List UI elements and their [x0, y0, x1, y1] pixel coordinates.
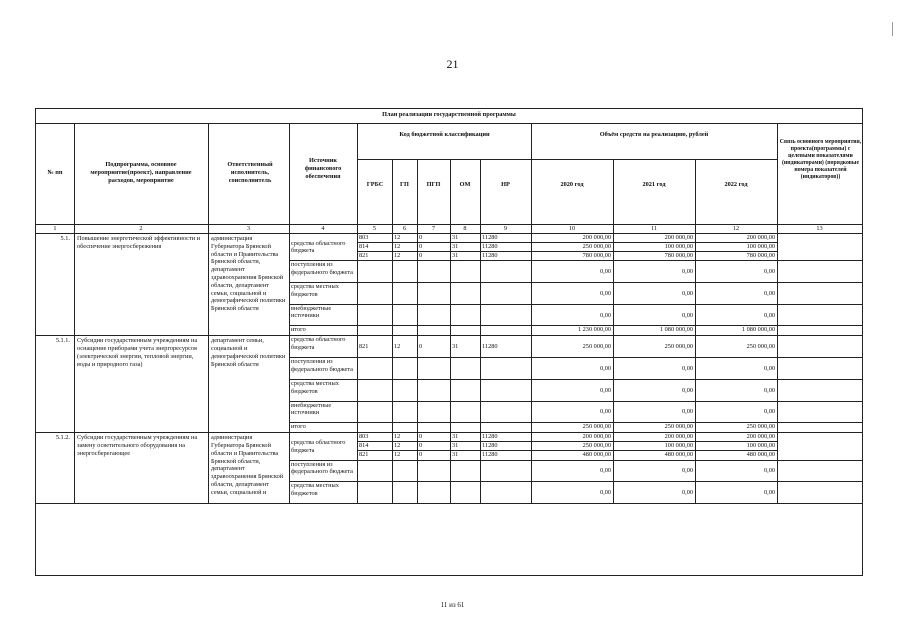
body-column-line: [417, 233, 418, 503]
header-2021: 2021 год: [642, 181, 666, 188]
header-column-line: [480, 159, 481, 224]
value-cell: 0: [419, 442, 423, 450]
body-column-line: [695, 233, 696, 503]
value-cell: [482, 387, 530, 395]
value-cell: [359, 365, 391, 373]
value-cell: 821: [359, 252, 369, 260]
value-cell: [394, 268, 416, 276]
header-volume-group: Объём средств на реализацию, рублей: [599, 131, 709, 138]
source-label: средства местных бюджетов: [291, 379, 339, 395]
column-number: 1: [53, 225, 57, 232]
value-cell: [394, 290, 416, 298]
value-cell: [359, 387, 391, 395]
section-name: Субсидии государственным учреждениям на замену осветительного оборудования на энергосберегающее: [77, 434, 198, 457]
value-cell: 31: [452, 451, 459, 459]
value-cell: 0,00: [599, 489, 611, 497]
section-responsible: администрация Губернатора Брянской области и Правительства Брянской области, департамент здравоохранения Брянской области, департамент семьи, социальной и: [211, 434, 284, 496]
value-cell: [419, 290, 449, 298]
value-cell: 12: [394, 433, 401, 441]
value-cell: [452, 312, 479, 320]
value-cell: [419, 268, 449, 276]
value-cell: 100 000,00: [746, 442, 775, 450]
value-cell: [419, 467, 449, 475]
section-number: 5.1.2.: [55, 434, 70, 442]
value-cell: [359, 290, 391, 298]
value-cell: 814: [359, 442, 369, 450]
column-number: 11: [650, 225, 658, 232]
column-number: 5: [372, 225, 377, 232]
column-number: 3: [246, 225, 251, 232]
value-cell: 0,00: [599, 467, 611, 475]
value-cell: 11280: [482, 442, 498, 450]
page-number: 21: [446, 57, 459, 71]
value-cell: 0,00: [763, 289, 775, 297]
value-cell: 31: [452, 343, 459, 351]
value-cell: 0,00: [763, 268, 775, 276]
source-label: внебюджетные источники: [291, 304, 332, 320]
value-cell: 100 000,00: [664, 442, 693, 450]
value-cell: [359, 423, 391, 431]
value-cell: 0: [419, 234, 423, 241]
value-cell: 0,00: [599, 364, 611, 372]
body-column-line: [777, 233, 778, 503]
body-column-line: [531, 233, 532, 503]
header-column-line: [289, 123, 290, 224]
value-cell: 250 000,00: [664, 343, 693, 351]
row-line: [357, 450, 777, 451]
header-num: № пп: [47, 169, 63, 176]
value-cell: 12: [394, 252, 401, 260]
value-cell: 12: [394, 442, 401, 450]
value-cell: 31: [452, 252, 459, 260]
body-column-line: [357, 233, 358, 503]
value-cell: 100 000,00: [746, 243, 775, 251]
header-column-line: [777, 123, 778, 224]
value-cell: 250 000,00: [582, 423, 611, 431]
value-cell: [394, 467, 416, 475]
value-cell: [394, 489, 416, 497]
value-cell: [452, 268, 479, 276]
value-cell: 780 000,00: [746, 252, 775, 260]
value-cell: 200 000,00: [664, 433, 693, 441]
body-column-line: [392, 233, 393, 503]
header-column-line: [357, 123, 358, 224]
value-cell: 0,00: [681, 311, 693, 319]
value-cell: 803: [359, 433, 369, 441]
value-cell: 0: [419, 243, 423, 251]
value-cell: 11280: [482, 252, 498, 260]
value-cell: 480 000,00: [664, 451, 693, 459]
value-cell: [419, 326, 449, 334]
value-cell: [482, 489, 530, 497]
value-cell: 0,00: [681, 386, 693, 394]
value-cell: 11280: [482, 243, 498, 251]
value-cell: [452, 365, 479, 373]
value-cell: 31: [452, 234, 459, 241]
source-label: поступления из федерального бюджета: [291, 460, 353, 476]
header-column-line: [613, 159, 614, 224]
value-cell: [394, 312, 416, 320]
value-cell: [482, 290, 530, 298]
value-cell: 31: [452, 243, 459, 251]
header-indicator-link: Связь основного мероприятия, проекта(программы) с целевыми показателями (индикаторами) (порядковые номера показателей (индикаторов)): [779, 139, 862, 180]
header-responsible: Ответственный исполнитель, соисполнитель: [227, 161, 273, 184]
value-cell: 0: [419, 451, 423, 459]
value-cell: [359, 326, 391, 334]
header-nr: НР: [501, 181, 510, 188]
section-name: Повышение энергетической эффективности и обеспечение энергосбережения: [77, 235, 201, 250]
title-bottom-line: [36, 123, 862, 124]
column-number: 13: [816, 225, 823, 232]
value-cell: [419, 365, 449, 373]
value-cell: 31: [452, 433, 459, 441]
value-cell: [419, 387, 449, 395]
value-cell: 200 000,00: [746, 234, 775, 241]
value-cell: 814: [359, 243, 369, 251]
header-grbs: ГРБС: [366, 181, 384, 188]
section-name: Субсидии государственным учреждениям на оснащение приборами учета энергоресурсов (электрической энергии, тепловой энергии, воды и природного газа): [77, 337, 198, 368]
source-label: средства областного бюджета: [291, 239, 346, 255]
value-cell: 12: [394, 343, 401, 351]
value-cell: 11280: [482, 451, 498, 459]
column-number: 7: [431, 225, 436, 232]
value-cell: [452, 387, 479, 395]
value-cell: [419, 423, 449, 431]
value-cell: 480 000,00: [746, 451, 775, 459]
section-number: 5.1.: [60, 235, 70, 242]
source-label: поступления из федерального бюджета: [291, 358, 353, 373]
value-cell: 250 000,00: [582, 243, 611, 251]
row-line: [357, 251, 777, 252]
value-cell: 11280: [482, 433, 498, 441]
value-cell: 11280: [482, 343, 498, 351]
value-cell: [359, 467, 391, 475]
value-cell: 0,00: [763, 408, 775, 416]
value-cell: [359, 489, 391, 497]
row-line: [357, 242, 777, 243]
column-number: 2: [139, 225, 143, 232]
value-cell: [419, 408, 449, 416]
value-cell: [452, 408, 479, 416]
value-cell: 0,00: [599, 268, 611, 276]
header-gp: ГП: [400, 181, 409, 188]
value-cell: [452, 326, 479, 334]
value-cell: 0,00: [681, 467, 693, 475]
value-cell: [394, 408, 416, 416]
header-column-line: [208, 123, 209, 224]
body-column-line: [450, 233, 451, 503]
column-number: 8: [463, 225, 467, 232]
value-cell: 12: [394, 243, 401, 251]
value-cell: 0,00: [599, 386, 611, 394]
value-cell: [359, 268, 391, 276]
value-cell: 12: [394, 234, 401, 241]
value-cell: [482, 408, 530, 416]
source-label: поступления из федерального бюджета: [291, 261, 353, 277]
header-2020: 2020 год: [560, 181, 584, 188]
value-cell: 100 000,00: [664, 243, 693, 251]
row-line: [357, 441, 777, 442]
body-column-line: [613, 233, 614, 503]
header-om: ОМ: [459, 181, 471, 188]
value-cell: [482, 326, 530, 334]
value-cell: 31: [452, 442, 459, 450]
value-cell: 0: [419, 252, 423, 260]
value-cell: 0,00: [681, 408, 693, 416]
column-number: 4: [321, 225, 325, 232]
column-number: 6: [402, 225, 407, 232]
value-cell: [359, 408, 391, 416]
value-cell: [482, 467, 530, 475]
value-cell: 200 000,00: [582, 433, 611, 441]
value-cell: 250 000,00: [746, 343, 775, 351]
value-cell: 0,00: [763, 467, 775, 475]
header-2022: 2022 год: [724, 181, 748, 188]
value-cell: 0,00: [763, 364, 775, 372]
value-cell: [394, 365, 416, 373]
value-cell: [394, 423, 416, 431]
value-cell: [482, 365, 530, 373]
value-cell: 200 000,00: [664, 234, 693, 241]
body-column-line: [480, 233, 481, 503]
section-responsible: администрация Губернатора Брянской области и Правительства Брянской области, департамент здравоохранения Брянской области, департамент семьи, социальной и демографической политики Брянской области: [211, 235, 286, 313]
value-cell: 0,00: [763, 489, 775, 497]
value-cell: [482, 423, 530, 431]
value-cell: 480 000,00: [582, 451, 611, 459]
page-footer: 11 из 61: [440, 601, 465, 609]
header-column-line: [74, 123, 75, 224]
value-cell: [452, 290, 479, 298]
value-cell: [419, 312, 449, 320]
page-edge-mark: [892, 22, 893, 36]
value-cell: 780 000,00: [582, 252, 611, 260]
header-split-line: [357, 159, 777, 160]
body-column-line: [208, 233, 209, 503]
value-cell: 0,00: [681, 289, 693, 297]
value-cell: [452, 489, 479, 497]
value-cell: 250 000,00: [746, 423, 775, 431]
value-cell: 0: [419, 433, 423, 441]
column-number: 10: [568, 225, 576, 232]
value-cell: 0,00: [599, 289, 611, 297]
header-pgp: ПГП: [426, 181, 441, 188]
value-cell: 1 230 000,00: [577, 326, 611, 334]
value-cell: 821: [359, 451, 369, 459]
header-column-line: [450, 159, 451, 224]
value-cell: [359, 312, 391, 320]
value-cell: [482, 268, 530, 276]
value-cell: 0,00: [763, 386, 775, 394]
source-label: внебюджетные источники: [291, 401, 332, 417]
value-cell: [394, 387, 416, 395]
source-label: средства областного бюджета: [291, 336, 346, 352]
plan-table: [35, 108, 863, 576]
header-column-line: [392, 159, 393, 224]
value-cell: 12: [394, 451, 401, 459]
source-label: итого: [291, 326, 306, 334]
value-cell: 200 000,00: [746, 433, 775, 441]
source-label: средства местных бюджетов: [291, 283, 339, 298]
value-cell: [394, 326, 416, 334]
value-cell: 0,00: [681, 364, 693, 372]
value-cell: 1 080 000,00: [659, 326, 693, 334]
header-source: Источник финансового обеспечения: [304, 157, 342, 180]
value-cell: 0,00: [763, 311, 775, 319]
value-cell: [482, 312, 530, 320]
source-label: итого: [291, 423, 306, 431]
source-label: средства областного бюджета: [291, 438, 346, 454]
section-responsible: департамент семьи, социальной и демографической политики Брянской области: [211, 337, 286, 368]
value-cell: 250 000,00: [664, 423, 693, 431]
header-column-line: [695, 159, 696, 224]
value-cell: 803: [359, 234, 369, 241]
source-label: средства местных бюджетов: [291, 482, 339, 497]
value-cell: 0: [419, 343, 423, 351]
section-line: [36, 335, 862, 336]
header-column-line: [531, 123, 532, 224]
value-cell: 1 080 000,00: [741, 326, 775, 334]
body-column-line: [74, 233, 75, 503]
value-cell: 250 000,00: [582, 343, 611, 351]
body-column-line: [289, 233, 290, 503]
value-cell: [452, 467, 479, 475]
value-cell: 0,00: [599, 408, 611, 416]
value-cell: [419, 489, 449, 497]
value-cell: 821: [359, 343, 369, 351]
column-number: 9: [503, 225, 508, 232]
value-cell: 250 000,00: [582, 442, 611, 450]
value-cell: 0,00: [681, 268, 693, 276]
value-cell: 780 000,00: [664, 252, 693, 260]
value-cell: 0,00: [599, 311, 611, 319]
section-line: [36, 503, 862, 504]
value-cell: 0,00: [681, 489, 693, 497]
header-code-group: Код бюджетной классификации: [399, 131, 490, 138]
column-number: 12: [732, 225, 740, 232]
section-number: 5.1.1.: [55, 337, 70, 345]
value-cell: [452, 423, 479, 431]
header-name: Подпрограмма, основное мероприятие(проект), направление расходов, мероприятие: [90, 161, 192, 184]
header-column-line: [417, 159, 418, 224]
table-title: План реализации государственной программы: [382, 111, 516, 118]
value-cell: 200 000,00: [582, 234, 611, 241]
value-cell: 11280: [482, 234, 498, 241]
